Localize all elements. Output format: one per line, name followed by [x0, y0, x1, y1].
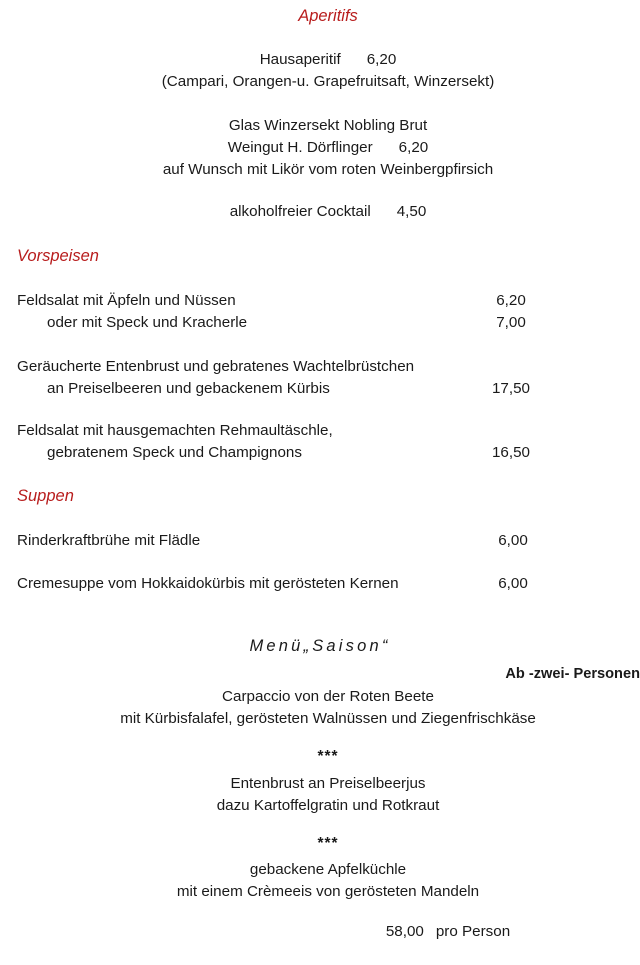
aperitif-cocktail-row: [0, 201, 640, 223]
menu-course-3-line2: mit einem Crèmeeis von gerösteten Mandeln: [176, 883, 480, 900]
aperitif-hausaperitif-price: 6,20: [366, 51, 397, 68]
vorspeise-description: oder mit Speck und Kracherle: [47, 314, 248, 331]
menu-saison-price-unit: pro Person: [435, 923, 511, 940]
aperitif-hausaperitif-description: (Campari, Orangen-u. Grapefruitsaft, Winzersekt): [161, 73, 495, 90]
aperitif-cocktail-name: alkoholfreier Cocktail: [229, 203, 371, 220]
vorspeise-price: 7,00: [496, 314, 526, 331]
section-heading-suppen: Suppen: [17, 487, 74, 505]
aperitif-hausaperitif-row: [0, 49, 640, 71]
suppe-description: Cremesuppe vom Hokkaidokürbis mit gerösteten Kernen: [17, 575, 399, 592]
menu-course-1-line1: Carpaccio von der Roten Beete: [222, 688, 434, 705]
menu-saison-title: Menü„Saison“: [249, 637, 391, 655]
aperitif-sekt-line1: Glas Winzersekt Nobling Brut: [228, 117, 428, 134]
vorspeise-price: 16,50: [491, 444, 530, 461]
menu-course-3-line1: gebackene Apfelküchle: [249, 861, 407, 878]
menu-separator: ***: [317, 748, 339, 765]
menu-saison-price: 58,00: [385, 923, 424, 940]
suppe-price: 6,00: [498, 532, 528, 549]
section-heading-vorspeisen: Vorspeisen: [17, 247, 99, 265]
aperitif-sekt-price: 6,20: [398, 139, 429, 156]
menu-separator: ***: [317, 835, 339, 852]
aperitif-sekt-note: auf Wunsch mit Likör vom roten Weinbergpfirsich: [162, 161, 494, 178]
vorspeise-description: Feldsalat mit Äpfeln und Nüssen: [17, 292, 236, 309]
vorspeise-description: Geräucherte Entenbrust und gebratenes Wachtelbrüstchen: [17, 358, 415, 375]
vorspeise-price: 17,50: [491, 380, 530, 397]
suppe-price: 6,00: [498, 575, 528, 592]
menu-saison-price-row: [0, 921, 640, 943]
aperitif-sekt-producer: Weingut H. Dörflinger: [227, 139, 373, 156]
menu-saison-serving-note: Ab -zwei- Personen: [505, 666, 640, 682]
vorspeise-description: an Preiselbeeren und gebackenem Kürbis: [47, 380, 330, 397]
aperitif-hausaperitif-name: Hausaperitif: [259, 51, 341, 68]
section-heading-aperitifs: Aperitifs: [298, 7, 358, 25]
menu-course-2-line2: dazu Kartoffelgratin und Rotkraut: [216, 797, 440, 814]
suppe-description: Rinderkraftbrühe mit Flädle: [17, 532, 201, 549]
menu-course-1-line2: mit Kürbisfalafel, gerösteten Walnüssen und Ziegenfrischkäse: [120, 710, 536, 727]
aperitif-sekt-row: [0, 137, 640, 159]
vorspeise-price: 6,20: [496, 292, 526, 309]
aperitif-cocktail-price: 4,50: [396, 203, 427, 220]
menu-course-2-line1: Entenbrust an Preiselbeerjus: [230, 775, 426, 792]
vorspeise-description: Feldsalat mit hausgemachten Rehmaultäschle,: [17, 422, 333, 439]
vorspeise-description: gebratenem Speck und Champignons: [47, 444, 302, 461]
